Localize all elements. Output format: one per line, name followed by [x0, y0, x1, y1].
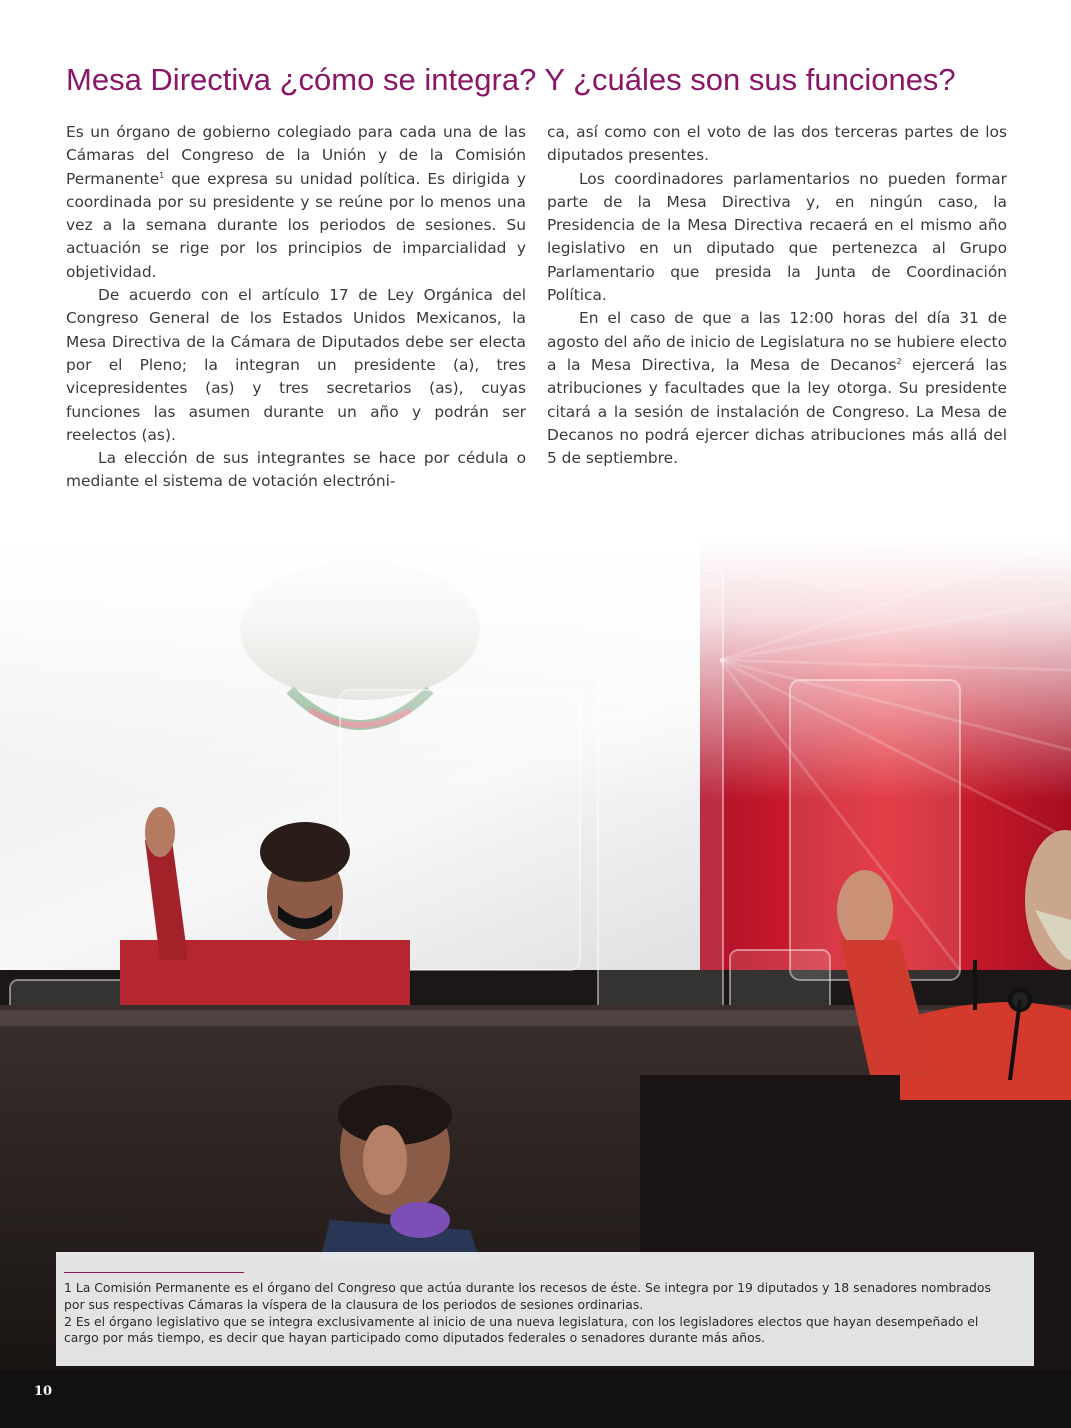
paragraph-2: De acuerdo con el artículo 17 de Ley Orgánica del Congreso General de los Estados Unidos Mexicanos, la Mesa Directiva de la Cámara de Diputados debe ser electa por el Pleno; la integran un presidente (a), tres vicepresidentes (as) y tres secretarios (as), cuyas funciones las asumen durante un año y podrán ser reelectos (as). [66, 286, 526, 444]
paragraph-4: Los coordinadores parlamentarios no pueden formar parte de la Mesa Directiva y, en ningún caso, la Presidencia de la Mesa Directiva recaerá en el mismo año legislativo en un diputado que pertenezca al Grupo Parlamentario que presida la Junta de Coordinación Política. [547, 169, 1007, 305]
footnote-ref-2[interactable]: 2 [896, 356, 902, 366]
paragraph-1: Es un órgano de gobierno colegiado para cada una de las Cámaras del Congreso de la Unión y de la Comisión Permanente$^1$ que expresa su unidad política. Es dirigida y coordinada por su presidente y se reúne por lo menos una vez a la semana durante los periodos de sesiones. Su actuación se rige por los principios de imparcialidad y objetividad. [66, 123, 526, 281]
footer-dark-band [0, 1370, 1071, 1428]
footnotes [56, 1252, 1034, 1366]
footnote-2: 2 Es el órgano legislativo que se integra exclusivamente al inicio de una nueva legislatura, con los legisladores electos que hayan desempeñado el cargo por más tiempo, es decir que hayan participado como diputados federales o senadores durante más años. [64, 1313, 979, 1346]
footnote-ref-1[interactable]: 1 [159, 170, 165, 180]
paragraph-3-continued: ca, así como con el voto de las dos terceras partes de los diputados presentes. [547, 123, 1007, 165]
paragraph-5: En el caso de que a las 12:00 horas del día 31 de agosto del año de inicio de Legislatura no se hubiere electo a la Mesa Directiva, la Mesa de Decanos$^2$ ejercerá las atribuciones y facultades que la ley otorga. Su presidente citará a la sesión de instalación de Congreso. La Mesa de Decanos no podrá ejercer dichas atribuciones más allá del 5 de septiembre. [547, 309, 1007, 468]
footnote-1: 1 La Comisión Permanente es el órgano del Congreso que actúa durante los recesos de éste. Se integra por 19 diputados y 18 senadores nombrados por sus respectivas Cámaras la víspera de la clausura de los periodos de sesiones ordinarias. [64, 1280, 991, 1312]
footnote-divider [64, 1272, 244, 1273]
text-column-left [66, 121, 526, 494]
text-column-right [547, 121, 1007, 470]
paragraph-3: La elección de sus integrantes se hace por cédula o mediante el sistema de votación electróni- [66, 449, 526, 491]
page-number: 10 [34, 1384, 53, 1399]
page-title: Mesa Directiva ¿cómo se integra? Y ¿cuáles son sus funciones? [66, 62, 956, 97]
photo-top-fade [0, 540, 1071, 800]
